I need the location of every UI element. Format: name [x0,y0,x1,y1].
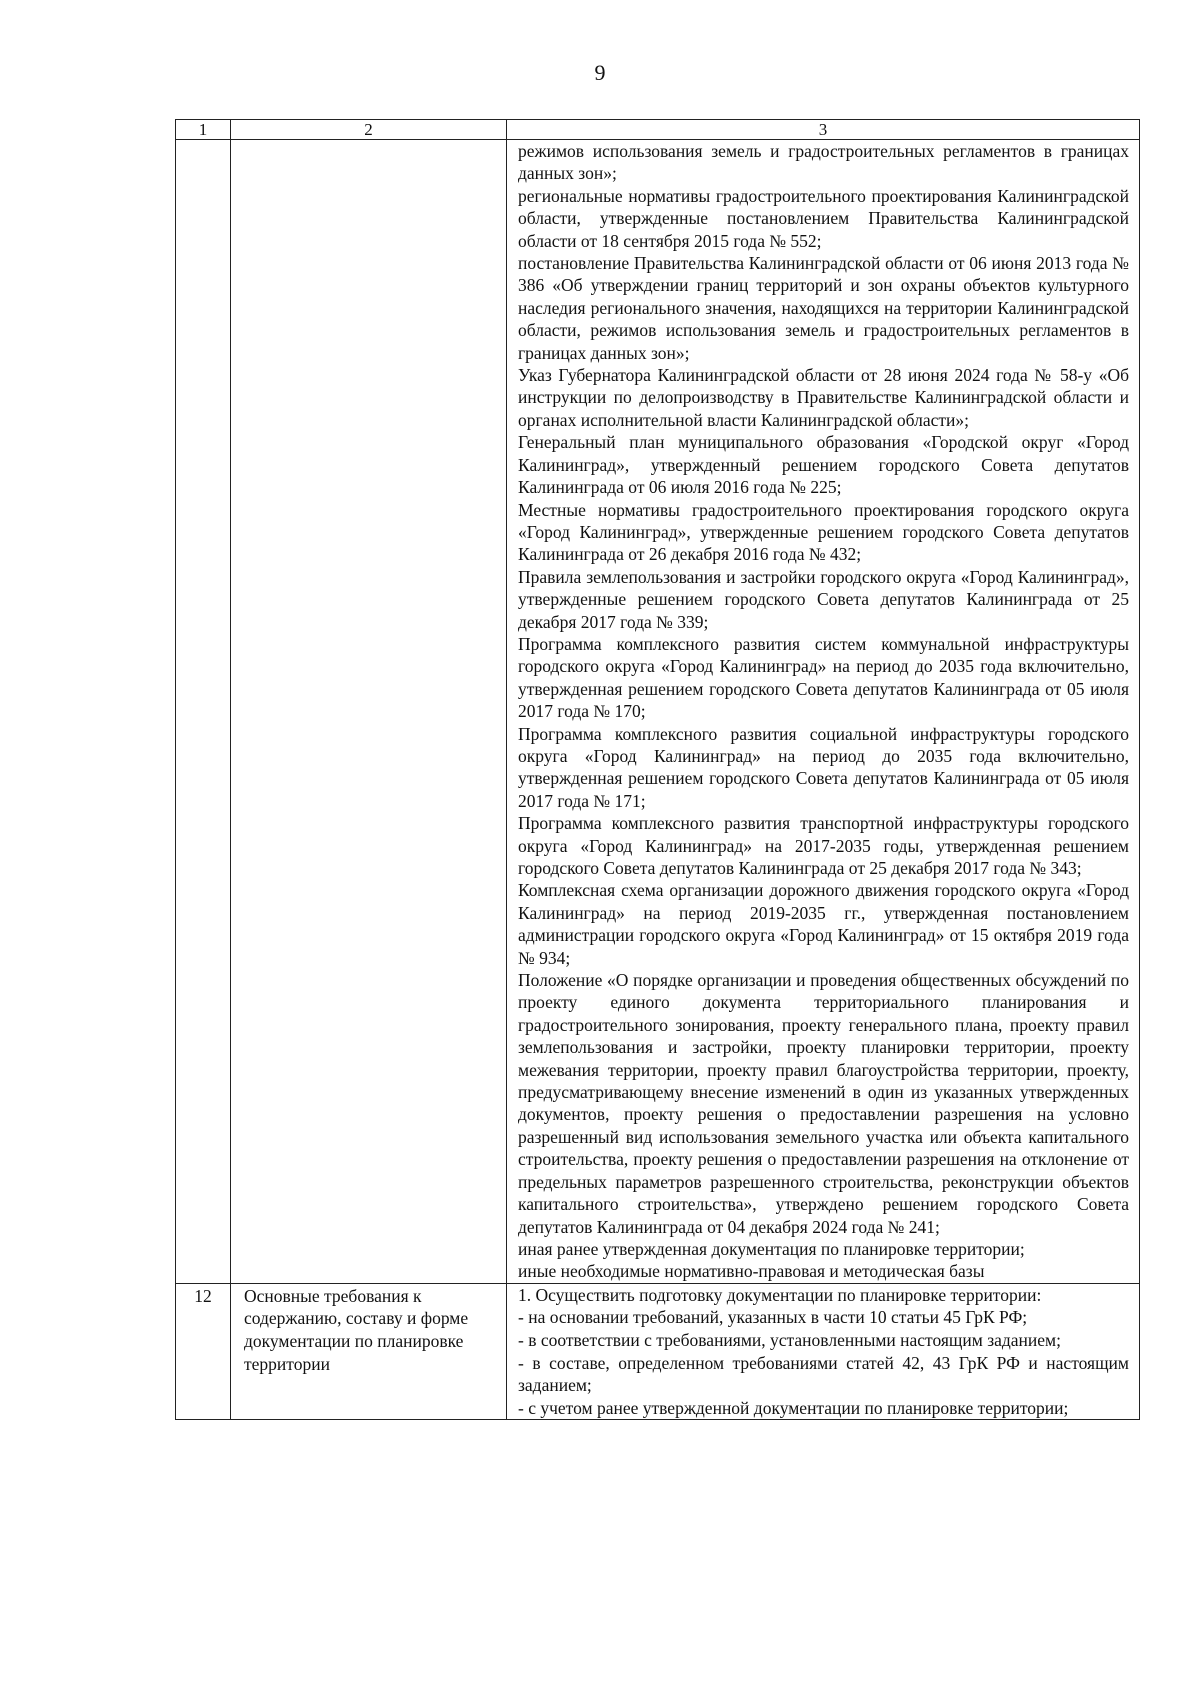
document-paragraph: режимов использования земель и градостроительных регламентов в границах данных зон»; [518,141,1129,184]
table-row-12 [176,1283,1140,1420]
document-paragraph: Местные нормативы градостроительного проектирования городского округа «Город Калининград», утвержденные решением городского Совета депутатов Калининграда от 26 декабря 2016 года № 432; [518,499,1129,565]
document-paragraph: постановление Правительства Калининградской области от 06 июня 2013 года № 386 «Об утверждении границ территорий и зон охраны объектов культурного наследия регионального значения, находящихся на территории Калининградской области, режимов использования земель и градостроительных регламентов в границах данных зон»; [518,253,1129,363]
header-col-2: 2 [231,120,507,140]
row-number: 12 [176,1283,231,1420]
page-number: 9 [594,60,606,85]
document-paragraph: Комплексная схема организации дорожного движения городского округа «Город Калининград» на период 2019-2035 гг., утвержденная постановлением администрации городского округа «Город Калининград» от 15 октября 2019 года № 934; [518,880,1129,968]
document-paragraph: Программа комплексного развития транспортной инфраструктуры городского округа «Город Калининград» на 2017-2035 годы, утвержденная решением городского Совета депутатов Калининграда от 25 декабря 2017 года № 343; [518,813,1129,878]
requirement-item: - в составе, определенном требованиями статей 42, 43 ГрК РФ и настоящим заданием; [518,1352,1129,1396]
document-paragraph: Программа комплексного развития систем коммунальной инфраструктуры городского округа «Город Калининград» на период до 2035 года включительно, утвержденная решением городского Совета депутатов Калининграда от 05 июля 2017 года № 170; [518,633,1129,722]
row-content-cell [507,140,1140,1284]
table-row-continued [176,140,1140,1284]
row-content-cell [507,1283,1140,1420]
requirement-item: - на основании требований, указанных в части 10 статьи 45 ГрК РФ; [518,1307,1028,1328]
header-col-1: 1 [176,120,231,140]
document-paragraph: Указ Губернатора Калининградской области от 28 июня 2024 года № 58-у «Об инструкции по делопроизводству в Правительстве Калининградской области и органах исполнительной власти Калининградской области»; [518,365,1129,430]
document-paragraph: иные необходимые нормативно-правовая и методическая базы [518,1261,985,1282]
requirements-table [175,119,1140,1420]
requirement-item: - в соответствии с требованиями, установленными настоящим заданием; [518,1329,1061,1350]
document-paragraph: региональные нормативы градостроительного проектирования Калининградской области, утвержденные постановлением Правительства Калининградской области от 18 сентября 2015 года № 552; [518,185,1129,251]
requirement-item: 1. Осуществить подготовку документации по планировке территории: [518,1284,1042,1305]
row-number-cell [176,140,231,1284]
document-paragraph: Правила землепользования и застройки городского округа «Город Калининград», утвержденные решением городского Совета депутатов Калининграда от 25 декабря 2017 года № 339; [518,566,1129,632]
document-paragraph: иная ранее утвержденная документация по планировке территории; [518,1238,1025,1259]
document-paragraph: Генеральный план муниципального образования «Городской округ «Город Калининград», утвержденный решением городского Совета депутатов Калининграда от 06 июля 2016 года № 225; [518,432,1129,498]
row-title-cell [231,140,507,1284]
requirement-item: - с учетом ранее утвержденной документации по планировке территории; [518,1397,1069,1418]
table-header-row [176,120,1140,140]
header-col-3: 3 [507,120,1140,140]
document-paragraph: Положение «О порядке организации и проведения общественных обсуждений по проекту единого документа территориального планирования и градостроительного зонирования, проекту генерального плана, проекту правил землепользования и застройки, проекту планировки территории, проекту межевания территории, проекту правил благоустройства территории, проекту, предусматривающему внесение изменений в один из указанных утвержденных документов, проекту решения о предоставлении разрешения на условно разрешенный вид использования земельного участка или объекта капитального строительства, проекту решения о предоставлении разрешения на отклонение от предельных параметров разрешенного строительства, реконструкции объектов капитального строительства», утверждено решением городского Совета депутатов Калининграда от 04 декабря 2024 года № 241; [518,970,1129,1237]
document-paragraph: Программа комплексного развития социальной инфраструктуры городского округа «Город Калининград» на период до 2035 года включительно, утвержденная решением городского Совета депутатов Калининграда от 05 июля 2017 года № 171; [518,723,1129,811]
row-title: Основные требования к содержанию, составу и форме документации по планировке территории [231,1283,507,1420]
